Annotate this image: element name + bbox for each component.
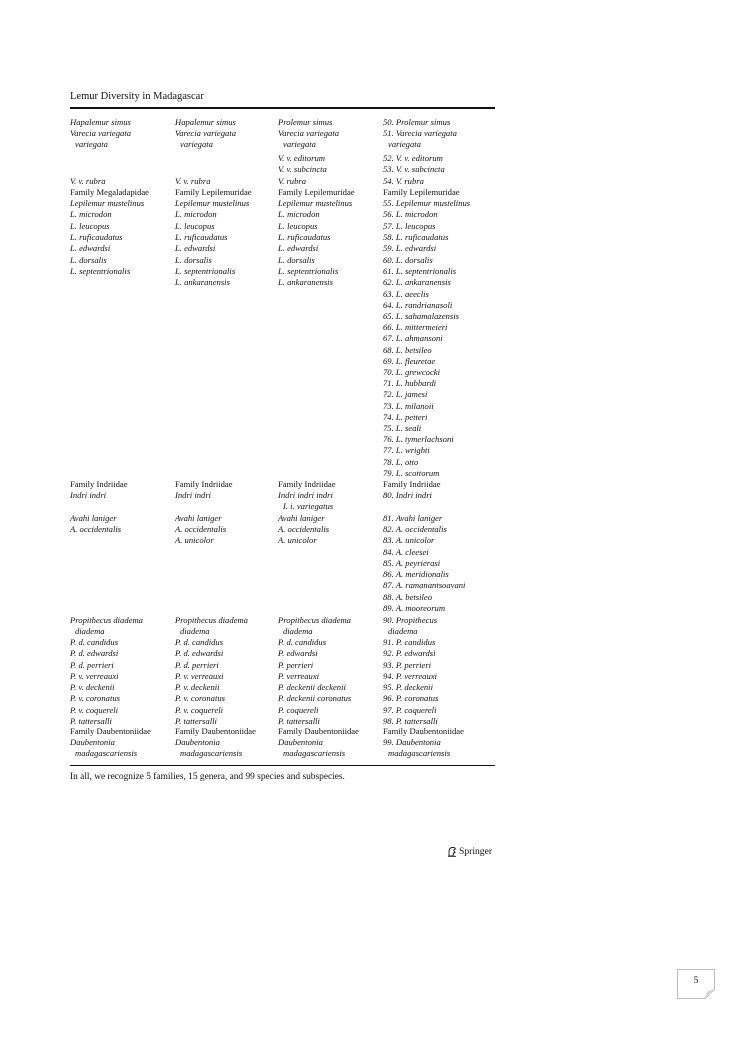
taxon-name: Indri indri indri bbox=[278, 490, 333, 500]
taxon-name: 85. A. peyrierasi bbox=[383, 558, 441, 568]
taxon-name: L. dorsalis bbox=[70, 255, 107, 265]
family-heading: Family Daubentoniidae bbox=[70, 726, 151, 736]
taxon-name: Varecia variegata bbox=[70, 128, 132, 138]
taxon-name: A. occidentalis bbox=[175, 524, 227, 534]
taxon-name: madagascariensis bbox=[180, 748, 243, 758]
taxon-name: L. edwardsi bbox=[70, 243, 111, 253]
taxon-name: Propithecus diadema bbox=[70, 615, 143, 625]
taxon-name: 58. L. ruficaudatus bbox=[383, 232, 449, 242]
taxon-name: 79. L. scottorum bbox=[383, 468, 440, 478]
taxon-name: Prolemur simus bbox=[278, 117, 333, 127]
family-heading: Family Indriidae bbox=[175, 479, 233, 489]
taxon-name: 55. Lepilemur mustelinus bbox=[383, 198, 471, 208]
taxon-name: 63. L. aeeclis bbox=[383, 289, 429, 299]
taxon-name: 97. P. coquereli bbox=[383, 705, 437, 715]
taxon-name: 59. L. edwardsi bbox=[383, 243, 437, 253]
taxon-name: 68. L. betsileo bbox=[383, 345, 432, 355]
taxon-name: 78. L. otto bbox=[383, 457, 419, 467]
taxon-name: 83. A. unicolor bbox=[383, 535, 435, 545]
taxon-name: 94. P. verreauxi bbox=[383, 671, 437, 681]
taxon-name: 60. L. dorsalis bbox=[383, 255, 433, 265]
taxon-name: 88. A. betsileo bbox=[383, 592, 433, 602]
taxon-name: diadema bbox=[180, 626, 210, 636]
taxon-name: 67. L. ahmansoni bbox=[383, 333, 443, 343]
taxon-name: variegata bbox=[180, 139, 213, 149]
taxon-name: 62. L. ankaranensis bbox=[383, 277, 451, 287]
taxon-name: variegata bbox=[388, 139, 421, 149]
taxon-name: 89. A. mooreorum bbox=[383, 603, 446, 613]
taxon-name: P. v. coquereli bbox=[175, 705, 224, 715]
taxon-name: variegata bbox=[283, 139, 316, 149]
taxon-name: Indri indri bbox=[70, 490, 107, 500]
taxon-name: Lepilemur mustelinus bbox=[70, 198, 145, 208]
table-top-rule bbox=[70, 107, 495, 109]
taxon-name: P. d. perrieri bbox=[70, 660, 114, 670]
taxon-name: Hapalemur simus bbox=[70, 117, 131, 127]
taxon-name: A. unicolor bbox=[278, 535, 317, 545]
taxon-name: P. v. deckenii bbox=[175, 682, 220, 692]
taxon-name: P. tattersalli bbox=[70, 716, 112, 726]
taxon-name: Daubentonia bbox=[175, 737, 220, 747]
taxon-name: 92. P. edwardsi bbox=[383, 648, 436, 658]
taxon-name: P. tattersalli bbox=[278, 716, 320, 726]
taxon-name: Daubentonia bbox=[278, 737, 323, 747]
taxon-name: 73. L. milanoii bbox=[383, 401, 434, 411]
taxon-name: L. microdon bbox=[70, 209, 112, 219]
family-heading: Family Daubentoniidae bbox=[278, 726, 359, 736]
taxon-name: 91. P. candidus bbox=[383, 637, 436, 647]
taxon-name: P. verreauxi bbox=[278, 671, 320, 681]
taxon-name: 57. L. leucopus bbox=[383, 221, 436, 231]
taxon-name: L. dorsalis bbox=[175, 255, 212, 265]
family-heading: Family Daubentoniidae bbox=[383, 726, 464, 736]
taxon-name: 95. P. deckenii bbox=[383, 682, 433, 692]
taxon-name: 87. A. ramanantsoavani bbox=[383, 580, 466, 590]
taxon-name: madagascariensis bbox=[75, 748, 138, 758]
taxon-name: 53. V. v. subcincta bbox=[383, 164, 445, 174]
taxon-name: 64. L. randrianasoli bbox=[383, 300, 453, 310]
taxon-name: madagascariensis bbox=[388, 748, 451, 758]
taxon-name: V. v. editorum bbox=[278, 153, 325, 163]
taxon-name: P. d. candidus bbox=[175, 637, 224, 647]
taxon-name: 56. L. microdon bbox=[383, 209, 438, 219]
taxon-name: L. septentrionalis bbox=[175, 266, 236, 276]
table-footnote: In all, we recognize 5 families, 15 genera, and 99 species and subspecies. bbox=[70, 772, 345, 782]
taxon-name: 86. A. meridionalis bbox=[383, 569, 449, 579]
taxon-name: P. v. deckenii bbox=[70, 682, 115, 692]
taxon-name: P. v. verreauxi bbox=[175, 671, 224, 681]
taxon-name: 77. L. wrighti bbox=[383, 445, 430, 455]
taxon-name: P. v. coronatus bbox=[175, 693, 225, 703]
taxon-name: 80. Indri indri bbox=[383, 490, 432, 500]
taxon-name: A. occidentalis bbox=[70, 524, 122, 534]
taxon-name: 84. A. cleesei bbox=[383, 547, 429, 557]
taxon-name: Propithecus diadema bbox=[278, 615, 351, 625]
taxon-name: P. deckenii coronatus bbox=[278, 693, 352, 703]
taxon-name: Lepilemur mustelinus bbox=[175, 198, 250, 208]
taxon-name: Avahi laniger bbox=[278, 513, 325, 523]
taxon-name: L. septentrionalis bbox=[278, 266, 339, 276]
taxon-name: 74. L. petteri bbox=[383, 412, 428, 422]
taxon-name: diadema bbox=[388, 626, 418, 636]
taxon-name: Daubentonia bbox=[70, 737, 115, 747]
taxon-name: 98. P. tattersalli bbox=[383, 716, 438, 726]
taxon-name: 52. V. v. editorum bbox=[383, 153, 443, 163]
taxon-name: 65. L. sahamalazensis bbox=[383, 311, 459, 321]
taxon-name: 51. Varecia variegata bbox=[383, 128, 457, 138]
taxon-name: V. v. rubra bbox=[70, 176, 106, 186]
taxon-name: 70. L. grewcocki bbox=[383, 367, 440, 377]
taxon-name: variegata bbox=[75, 139, 108, 149]
taxon-name: P. d. candidus bbox=[70, 637, 119, 647]
taxon-name: diadema bbox=[283, 626, 313, 636]
taxon-name: L. ruficaudatus bbox=[175, 232, 228, 242]
taxon-name: L. edwardsi bbox=[278, 243, 319, 253]
publisher-name: Springer bbox=[459, 846, 493, 857]
taxon-name: 54. V. rubra bbox=[383, 176, 424, 186]
page-number: 5 bbox=[693, 976, 699, 986]
taxon-name: Hapalemur simus bbox=[175, 117, 236, 127]
taxon-name: L. dorsalis bbox=[278, 255, 315, 265]
taxon-name: diadema bbox=[75, 626, 105, 636]
springer-horse-icon bbox=[447, 846, 457, 857]
taxon-name: V. rubra bbox=[278, 176, 307, 186]
taxon-name: Avahi laniger bbox=[175, 513, 222, 523]
taxon-name: 61. L. septentrionalis bbox=[383, 266, 457, 276]
taxon-name: V. v. rubra bbox=[175, 176, 211, 186]
taxon-name: Indri indri bbox=[175, 490, 212, 500]
taxon-name: L. leucopus bbox=[70, 221, 110, 231]
publisher-logo bbox=[447, 846, 492, 857]
taxon-name: 50. Prolemur simus bbox=[383, 117, 451, 127]
taxon-name: L. microdon bbox=[278, 209, 320, 219]
taxon-name: P. tattersalli bbox=[175, 716, 217, 726]
taxon-name: Varecia variegata bbox=[278, 128, 340, 138]
taxon-name: L. ruficaudatus bbox=[278, 232, 331, 242]
taxon-name: L. ankaranensis bbox=[175, 277, 230, 287]
taxon-name: Varecia variegata bbox=[175, 128, 237, 138]
taxon-name: Avahi laniger bbox=[70, 513, 117, 523]
taxon-name: 69. L. fleuretae bbox=[383, 356, 436, 366]
family-heading: Family Indriidae bbox=[70, 479, 128, 489]
family-heading: Family Lepilemuridae bbox=[175, 187, 252, 197]
taxon-name: L. leucopus bbox=[278, 221, 318, 231]
taxon-name: 76. L. tymerlachsoni bbox=[383, 434, 454, 444]
taxon-name: P. d. edwardsi bbox=[70, 648, 119, 658]
running-head: Lemur Diversity in Madagascar bbox=[70, 91, 204, 102]
taxon-name: 99. Daubentonia bbox=[383, 737, 441, 747]
taxon-name: A. occidentalis bbox=[278, 524, 330, 534]
taxon-name: Propithecus diadema bbox=[175, 615, 248, 625]
taxon-name: V. v. subcincta bbox=[278, 164, 327, 174]
taxon-name: L. edwardsi bbox=[175, 243, 216, 253]
taxon-name: 96. P. coronatus bbox=[383, 693, 439, 703]
taxon-name: 82. A. occidentalis bbox=[383, 524, 447, 534]
taxon-name: 90. Propithecus bbox=[383, 615, 438, 625]
family-heading: Family Indriidae bbox=[383, 479, 441, 489]
family-heading: Family Megaladapidae bbox=[70, 187, 149, 197]
family-heading: Family Daubentoniidae bbox=[175, 726, 256, 736]
taxon-name: L. septentrionalis bbox=[70, 266, 131, 276]
taxon-name: P. d. perrieri bbox=[175, 660, 219, 670]
taxon-name: 93. P. perrieri bbox=[383, 660, 432, 670]
taxon-name: P. v. coronatus bbox=[70, 693, 120, 703]
taxon-name: 66. L. mittermeieri bbox=[383, 322, 448, 332]
taxon-name: P. edwardsi bbox=[278, 648, 318, 658]
taxon-name: P. deckenii deckenii bbox=[278, 682, 346, 692]
taxon-name: madagascariensis bbox=[283, 748, 346, 758]
taxon-name: 81. Avahi laniger bbox=[383, 513, 443, 523]
taxon-name: A. unicolor bbox=[175, 535, 214, 545]
taxon-name: L. microdon bbox=[175, 209, 217, 219]
taxon-name: P. v. verreauxi bbox=[70, 671, 119, 681]
taxon-name: 72. L. jamesi bbox=[383, 389, 428, 399]
taxon-name: L. ankaranensis bbox=[278, 277, 333, 287]
taxon-name: P. d. edwardsi bbox=[175, 648, 224, 658]
page-number-box bbox=[677, 969, 715, 999]
taxon-name: P. d. candidus bbox=[278, 637, 327, 647]
family-heading: Family Indriidae bbox=[278, 479, 336, 489]
family-heading: Family Lepilemuridae bbox=[383, 187, 460, 197]
page-curl-icon bbox=[705, 989, 715, 999]
taxon-name: L. leucopus bbox=[175, 221, 215, 231]
table-bottom-rule bbox=[70, 765, 495, 766]
taxon-name: P. coquereli bbox=[278, 705, 319, 715]
family-heading: Family Lepilemuridae bbox=[278, 187, 355, 197]
taxon-name: 71. L. hubbardi bbox=[383, 378, 437, 388]
taxon-name: P. v. coquereli bbox=[70, 705, 119, 715]
taxon-name: P. perrieri bbox=[278, 660, 314, 670]
taxon-name: Lepilemur mustelinus bbox=[278, 198, 353, 208]
taxon-name: L. ruficaudatus bbox=[70, 232, 123, 242]
taxon-name: I. i. variegatus bbox=[283, 501, 334, 511]
taxon-name: 75. L. seali bbox=[383, 423, 422, 433]
